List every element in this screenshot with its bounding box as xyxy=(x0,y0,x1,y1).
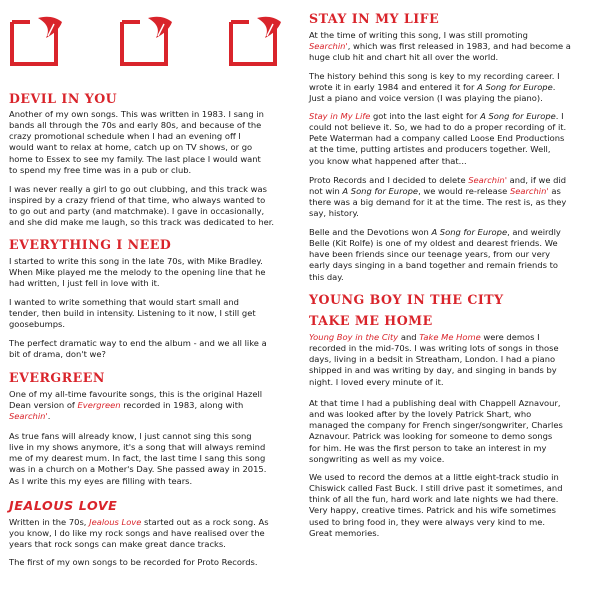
song-title: Searchin' xyxy=(9,411,48,422)
section-title-stay-in-my-life: STAY IN MY LIFE xyxy=(309,11,440,26)
song-title: Searchin' xyxy=(509,186,549,197)
section-title-take-me-home: TAKE ME HOME xyxy=(309,313,433,328)
everything-paragraph-2: I wanted to write something that would start small and tender, then build in intensity. Listening to it now, I still get goosebumps. xyxy=(9,297,256,330)
young-paragraph-3: We used to record the demos at a little eight-track studio in Chiswick called Fast Buck. I still drive past it sometimes, and think of all the fun, hard work and late nights we had there. Very happy, creative times. Patrick and his wife sometimes used to bring food in, they were always very kind to me. Great memories. xyxy=(309,472,563,538)
section-title-jealous-love: JEALOUS LOVE xyxy=(9,498,118,513)
song-title: Searchin' xyxy=(468,175,507,185)
hd-logo-icon xyxy=(227,12,285,70)
song-title: Evergreen xyxy=(77,400,121,411)
song-title: Take Me Home xyxy=(419,332,481,342)
young-paragraph-1: Young Boy in the City and Take Me Home were demos I recorded in the mid-70s. I was writing lots of songs in those days, living in a bedsit in Streatham, London. I had a piano shipped in and was writing by day, and singing in bands by night. I loved every minute of it. xyxy=(309,332,559,387)
hd-logo-icon xyxy=(118,12,176,70)
devil-paragraph-2: I was never really a girl to go out clubbing, and this track was inspired by a crazy friend of that time, who always wanted to to go out and party (and matchmake). I gave in occasionally, and she did make me laugh, so this track was dedicated to her. xyxy=(9,184,275,228)
everything-paragraph-1: I started to write this song in the late 70s, with Mike Bradley. When Mike played me the melody to the opening line that he had written, I just fell in love with it. xyxy=(9,256,266,289)
devil-paragraph-1: Another of my own songs. This was written in 1983. I sang in bands all through the 70s and early 80s, and because of the crazy promotional schedule when I had an evening off I would want to relax at home, catch up on TV shows, or go home to Essex to see my family. The last place I would want to spend my free time was in a pub or club. xyxy=(9,109,264,175)
stay-paragraph-2: The history behind this song is key to my recording career. I wrote it in early 1984 and entered it for A Song for Europe. Just a piano and voice version (I was playing the piano). xyxy=(309,71,560,104)
song-title: Stay in My Life xyxy=(309,111,371,121)
section-title-young-boy-in-the-city: YOUNG BOY IN THE CITY xyxy=(309,292,504,307)
everything-paragraph-3: The perfect dramatic way to end the album - and we all like a bit of drama, don't we? xyxy=(9,338,267,360)
evergreen-paragraph-1: One of my all-time favourite songs, this is the original Hazell Dean version of Evergreen recorded in 1983, along with Searchin'. xyxy=(9,389,263,422)
song-title: Young Boy in the City xyxy=(309,332,399,342)
section-title-evergreen: EVERGREEN xyxy=(9,370,105,385)
evergreen-paragraph-2: As true fans will already know, I just cannot sing this song live in my shows anymore, it's a song that will always remind me of my dearest mum. In fact, the last time I sang this song was in a church on a Mother's Day. She passed away in 2015. As I write this my eyes are filling with tears. xyxy=(9,431,267,486)
jealous-paragraph-1: Written in the 70s, Jealous Love started out as a rock song. As you know, I do like my rock songs and have realised over the years that rock songs can make great dance tracks. xyxy=(9,517,269,550)
hd-logo-icon xyxy=(8,12,66,70)
section-title-everything-i-need: EVERYTHING I NEED xyxy=(9,237,172,252)
song-title: Searchin' xyxy=(309,41,348,52)
stay-paragraph-5: Belle and the Devotions won A Song for Europe, and weirdly Belle (Kit Rolfe) is one of my oldest and dearest friends. We have been friends since our teenage years, from our very early days singing in a band together and remain friends to this day. xyxy=(309,227,561,282)
jealous-paragraph-2: The first of my own songs to be recorded for Proto Records. xyxy=(9,557,258,567)
logo-row xyxy=(8,12,288,74)
stay-paragraph-4: Proto Records and I decided to delete Searchin' and, if we did not win A Song for Europe, we would re-release Searchin' as there was a big demand for it at the time. The rest is, as they say, history. xyxy=(309,175,567,219)
stay-paragraph-1: At the time of writing this song, I was still promoting Searchin', which was first released in 1983, and had become a huge club hit and chart hit all over the world. xyxy=(309,30,571,63)
song-title: Jealous Love xyxy=(89,517,142,527)
young-paragraph-2: At that time I had a publishing deal with Chappell Aznavour, and was looked after by the lovely Patrick Shart, who managed the company for French singer/songwriter, Charles Aznavour. Patrick was looking for someone to demo songs for him. He was the first person to take an interest in my songwriting as well as my voice. xyxy=(309,398,563,464)
stay-paragraph-3: Stay in My Life got into the last eight for A Song for Europe. I could not believe it. So, we had to do a proper recording of it. Pete Waterman had a company called Loose End Productions at the time, putting artistes and producers together. Well, you know what happened after that... xyxy=(309,111,567,166)
section-title-devil-in-you: DEVIL IN YOU xyxy=(9,91,118,106)
